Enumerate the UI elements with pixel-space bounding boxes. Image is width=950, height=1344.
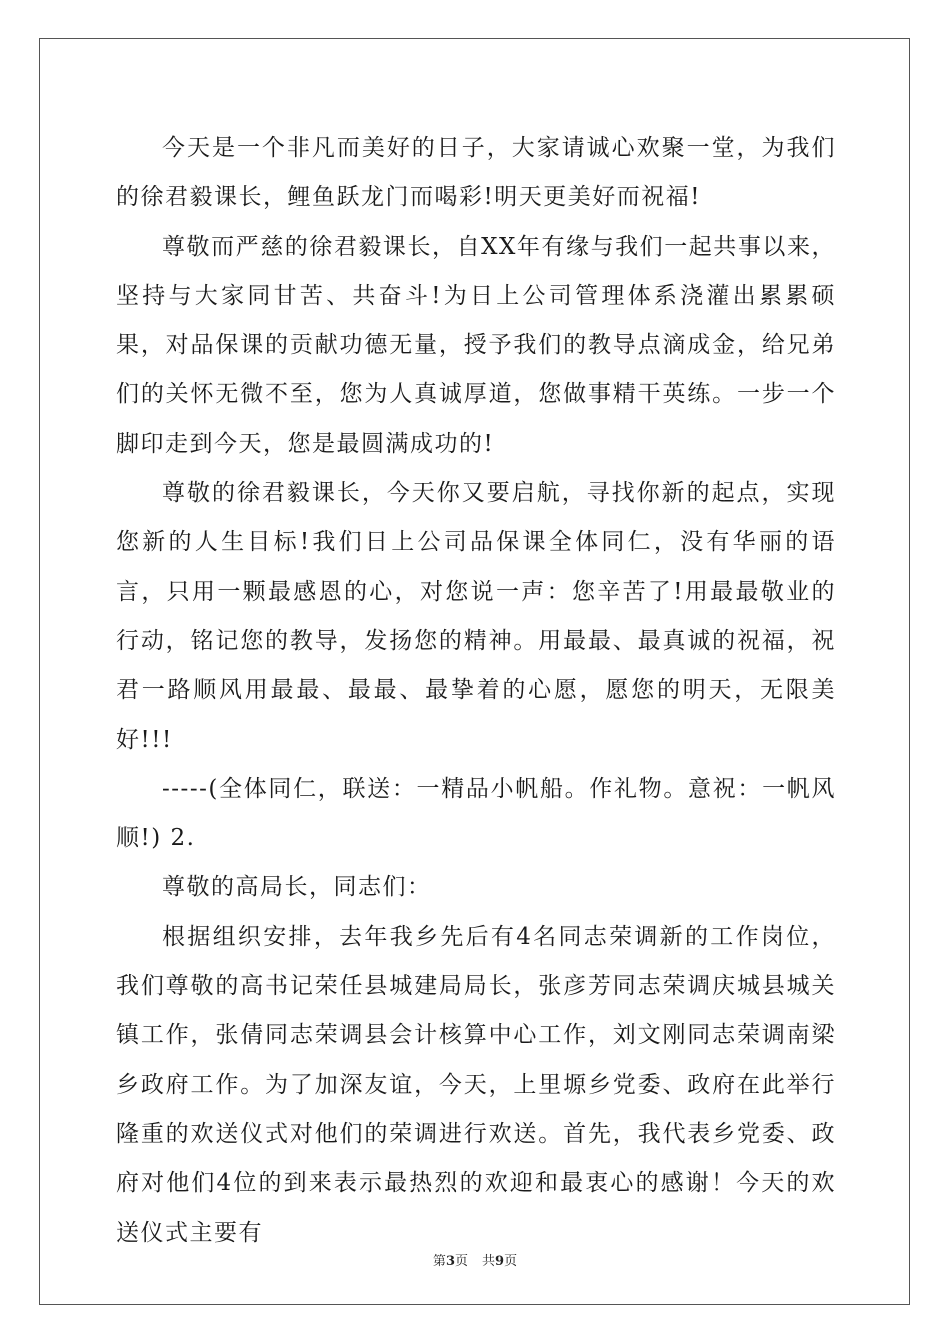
paragraph-farewell: 尊敬的徐君毅课长，今天你又要启航，寻找你新的起点，实现您新的人生目标!我们日上公司品保课全体同仁，没有华丽的语言，只用一颗最感恩的心，对您说一声：您辛苦了!用最最敬业的行动，铭记您的教导，发扬您的精神。用最最、最真诚的祝福，祝君一路顺风用最最、最最、最挚着的心愿，愿您的明天，无限美好!!!: [116, 480, 836, 753]
footer-page-unit: 页: [454, 1254, 468, 1269]
footer-page-prefix: 第: [432, 1254, 446, 1269]
paragraph-tribute: 尊敬而严慈的徐君毅课长，自XX年有缘与我们一起共事以来，坚持与大家同甘苦、共奋斗!为日上公司管理体系浇灌出累累硕果，对品保课的贡献功德无量，授予我们的教导点滴成金，给兄弟们的关怀无微不至，您为人真诚厚道，您做事精干英练。一步一个脚印走到今天，您是最圆满成功的!: [116, 233, 836, 457]
paragraph-salutation: 尊敬的高局长，同志们：: [162, 874, 432, 901]
page-footer: [0, 1250, 950, 1269]
footer-page-total: 9: [495, 1254, 505, 1269]
paragraph-speech-body: 根据组织安排，去年我乡先后有4名同志荣调新的工作岗位，我们尊敬的高书记荣任县城建局局长，张彦芳同志荣调庆城县城关镇工作，张倩同志荣调县会计核算中心工作，刘文刚同志荣调南梁乡政府工作。为了加深友谊，今天，上里塬乡党委、政府在此举行隆重的欢送仪式对他们的荣调进行欢送。首先，我代表乡党委、政府对他们4位的到来表示最热烈的欢迎和最衷心的感谢！今天的欢送仪式主要有: [116, 923, 836, 1246]
document-body: [116, 124, 836, 1258]
paragraph-signature: -----(全体同仁，联送：一精品小帆船。作礼物。意祝：一帆风顺!) 2.: [116, 775, 836, 852]
footer-page-current: 3: [445, 1254, 455, 1269]
footer-total-unit: 页: [504, 1254, 518, 1269]
paragraph-opening: 今天是一个非凡而美好的日子，大家请诚心欢聚一堂，为我们的徐君毅课长，鲤鱼跃龙门而喝彩!明天更美好而祝福!: [116, 135, 836, 211]
footer-total-prefix: 共: [482, 1254, 496, 1269]
